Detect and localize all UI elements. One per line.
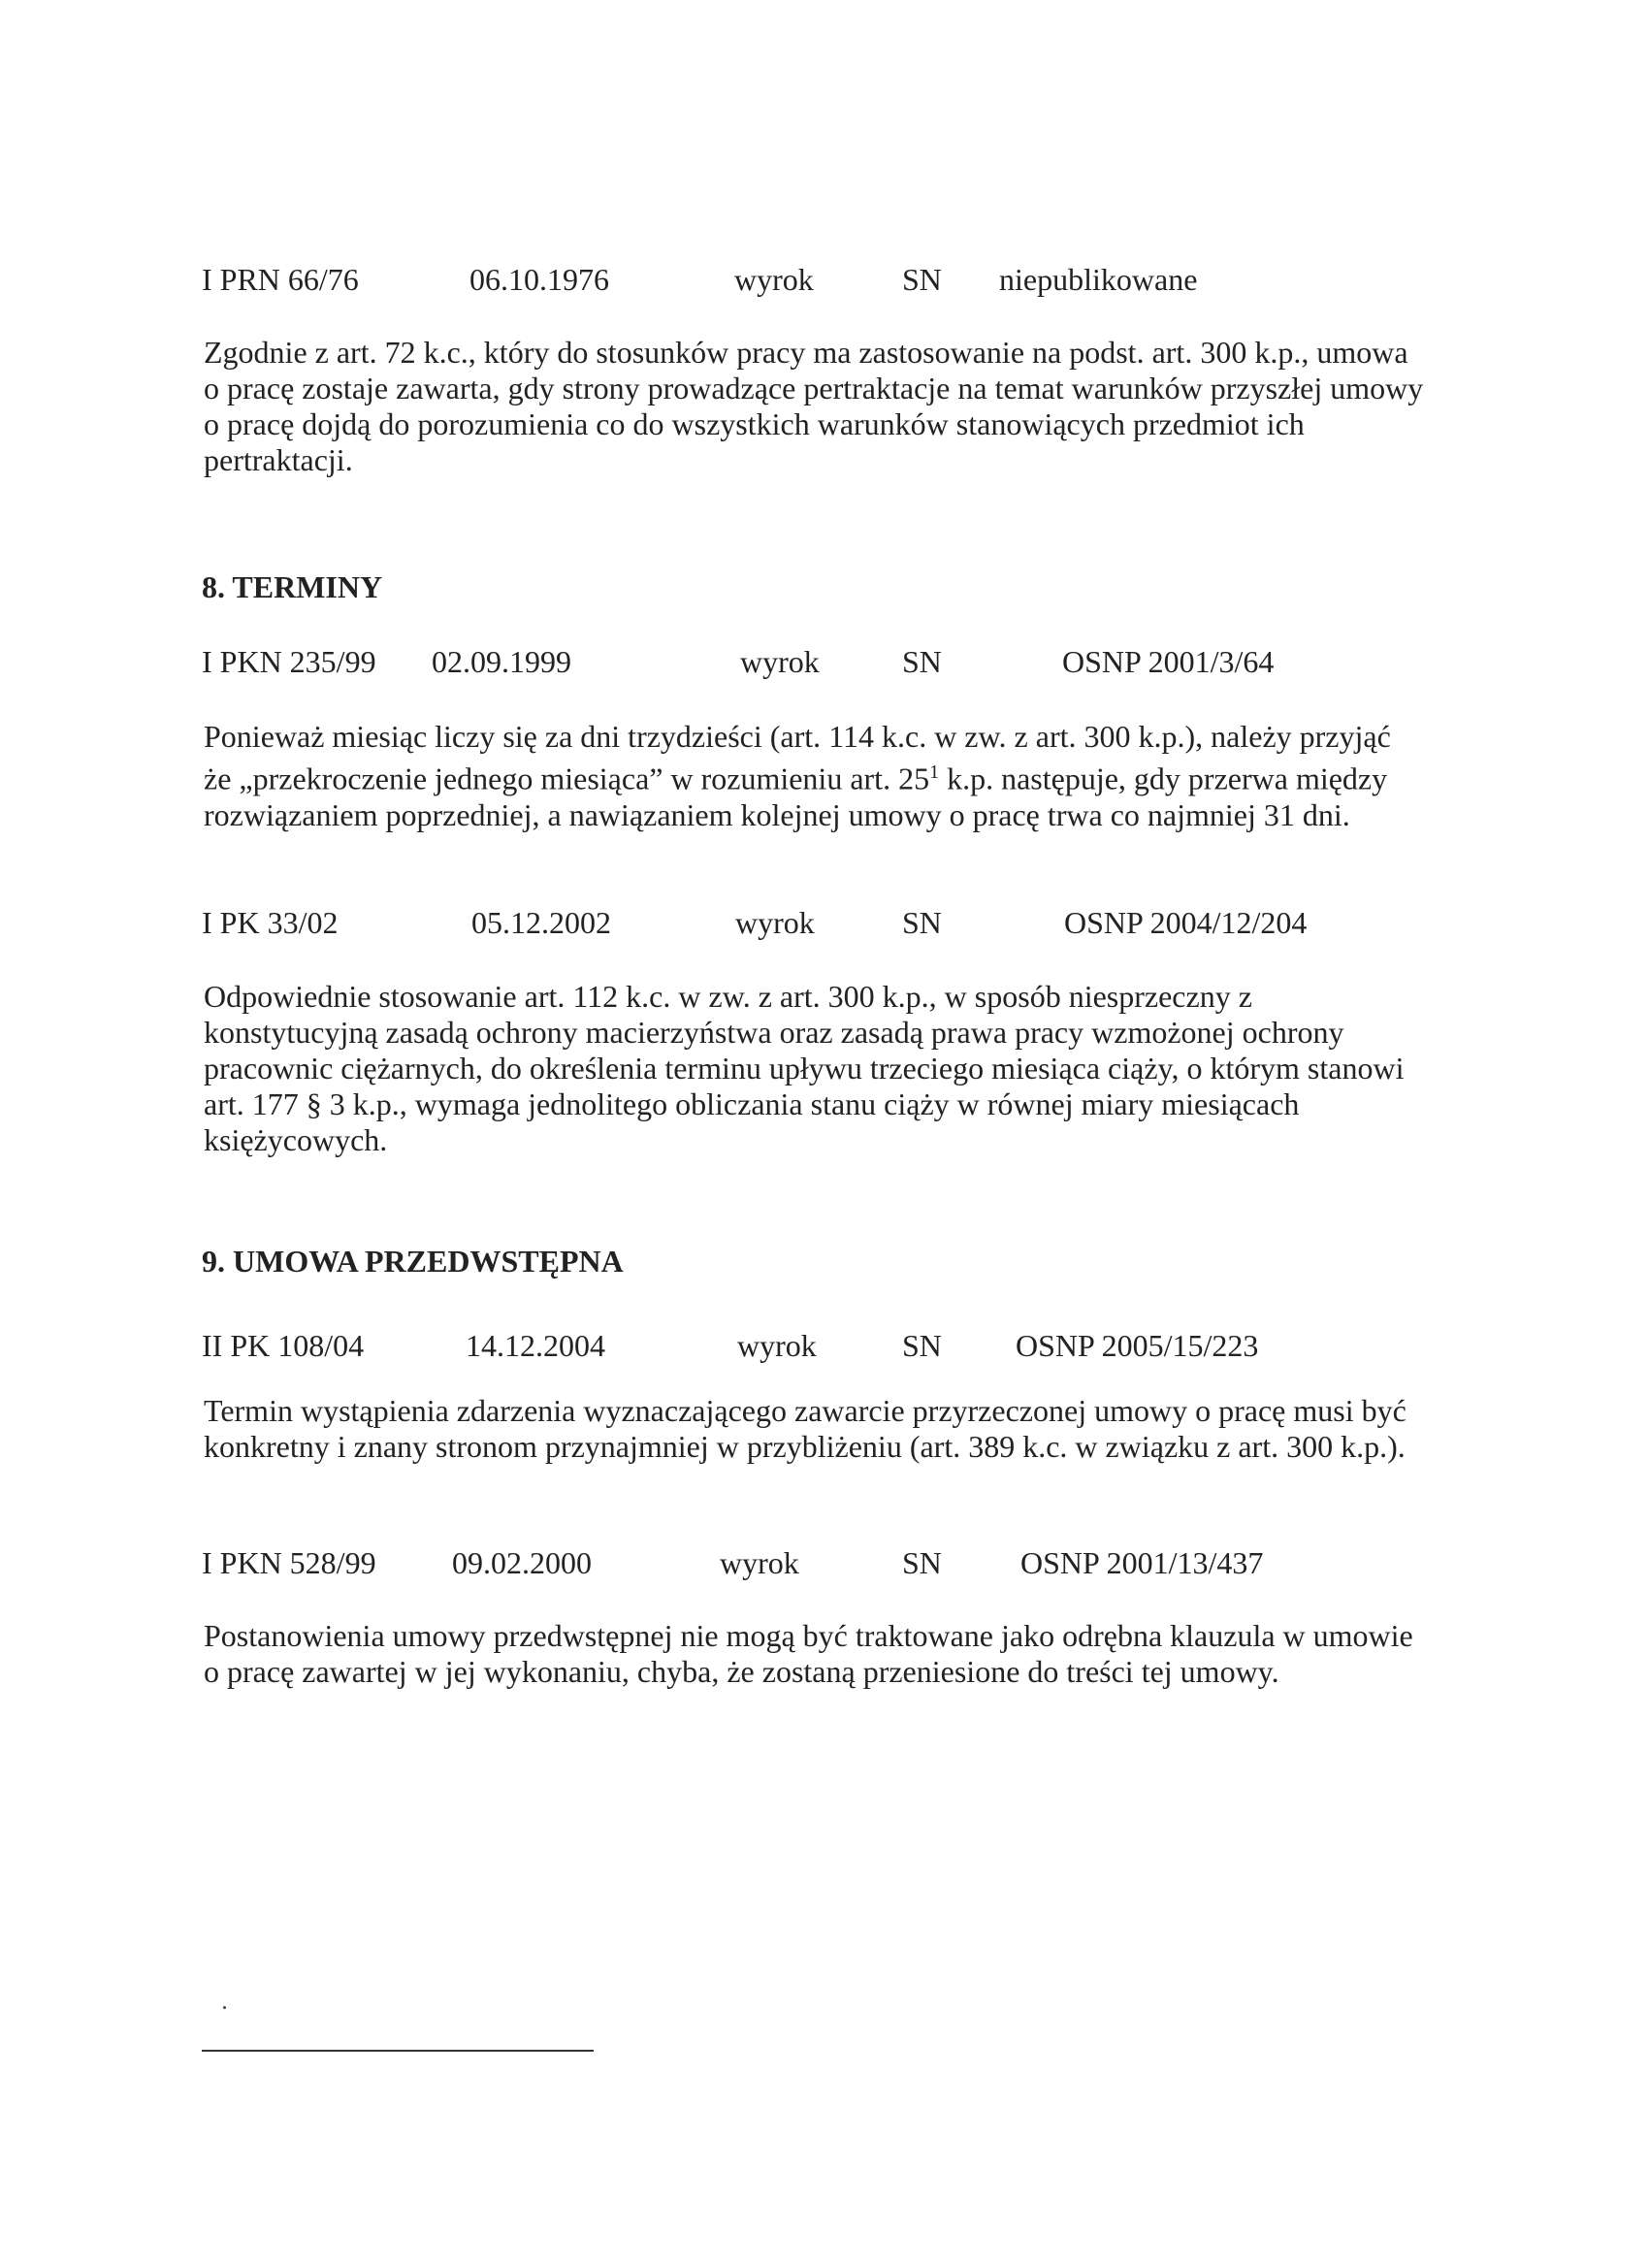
case-type: wyrok <box>735 905 815 940</box>
case-publication: OSNP 2004/12/204 <box>1064 905 1308 940</box>
case-court: SN <box>902 1328 942 1363</box>
case-summary-part: k.p. następuje, gdy przerwa między rozwiązaniem poprzedniej, a nawiązaniem kolejnej umowy o pracę trwa co najmniej 31 dni. <box>204 761 1388 832</box>
case-summary: Termin wystąpienia zdarzenia wyznaczającego zawarcie przyrzeczonej umowy o pracę musi być konkretny i znany stronom przynajmniej w przybliżeniu (art. 389 k.c. w związku z art. 300 k.p.). <box>204 1393 1406 1464</box>
case-publication: OSNP 2001/3/64 <box>1062 644 1275 679</box>
case-summary-part: Ponieważ miesiąc liczy się za dni trzydzieści (art. 114 k.c. w zw. z art. 300 k.p.), należy przyjąć że „przekroczenie jednego miesiąca” w rozumieniu art. 25 <box>204 719 1391 796</box>
case-summary: Zgodnie z art. 72 k.c., który do stosunków pracy ma zastosowanie na podst. art. 300 k.p., umowa o pracę zostaje zawarta, gdy strony prowadzące pertraktacje na temat warunków przyszłej umowy o pracę dojdą do porozumienia co do wszystkich warunków stanowiących przedmiot ich pertraktacji. <box>204 335 1424 477</box>
case-publication: OSNP 2005/15/223 <box>1016 1328 1259 1363</box>
case-publication: OSNP 2001/13/437 <box>1020 1545 1264 1580</box>
case-court: SN <box>902 644 942 679</box>
case-court: SN <box>902 262 942 297</box>
case-publication: niepublikowane <box>999 262 1198 297</box>
section-heading-umowa-przedwstepna: 9. UMOWA PRZEDWSTĘPNA <box>202 1244 624 1279</box>
case-type: wyrok <box>740 644 820 679</box>
case-court: SN <box>902 1545 942 1580</box>
case-summary <box>204 719 1426 833</box>
case-date: 14.12.2004 <box>466 1328 605 1363</box>
case-court: SN <box>902 905 942 940</box>
section-heading-terminy: 8. TERMINY <box>202 569 383 604</box>
scan-speck <box>223 2006 226 2009</box>
case-date: 06.10.1976 <box>469 262 609 297</box>
case-signature: II PK 108/04 <box>202 1328 365 1363</box>
case-date: 09.02.2000 <box>452 1545 592 1580</box>
case-date: 02.09.1999 <box>432 644 571 679</box>
case-date: 05.12.2002 <box>471 905 611 940</box>
case-type: wyrok <box>737 1328 817 1363</box>
case-signature: I PKN 528/99 <box>202 1545 376 1580</box>
case-summary: Postanowienia umowy przedwstępnej nie mogą być traktowane jako odrębna klauzula w umowie o pracę zawartej w jej wykonaniu, chyba, że zostaną przeniesione do treści tej umowy. <box>204 1618 1413 1689</box>
case-summary: Odpowiednie stosowanie art. 112 k.c. w zw. z art. 300 k.p., w sposób niesprzeczny z konstytucyjną zasadą ochrony macierzyństwa oraz zasadą prawa pracy wzmożonej ochrony pracownic ciężarnych, do określenia terminu upływu trzeciego miesiąca ciąży, o którym stanowi art. 177 § 3 k.p., wymaga jednolitego obliczania stanu ciąży w równej miary miesiącach księżycowych. <box>204 979 1405 1157</box>
case-type: wyrok <box>734 262 814 297</box>
case-signature: I PK 33/02 <box>202 905 339 940</box>
case-type: wyrok <box>720 1545 799 1580</box>
case-signature: I PKN 235/99 <box>202 644 376 679</box>
case-signature: I PRN 66/76 <box>202 262 359 297</box>
footnote-separator <box>202 2050 594 2052</box>
superscript: 1 <box>929 761 940 783</box>
